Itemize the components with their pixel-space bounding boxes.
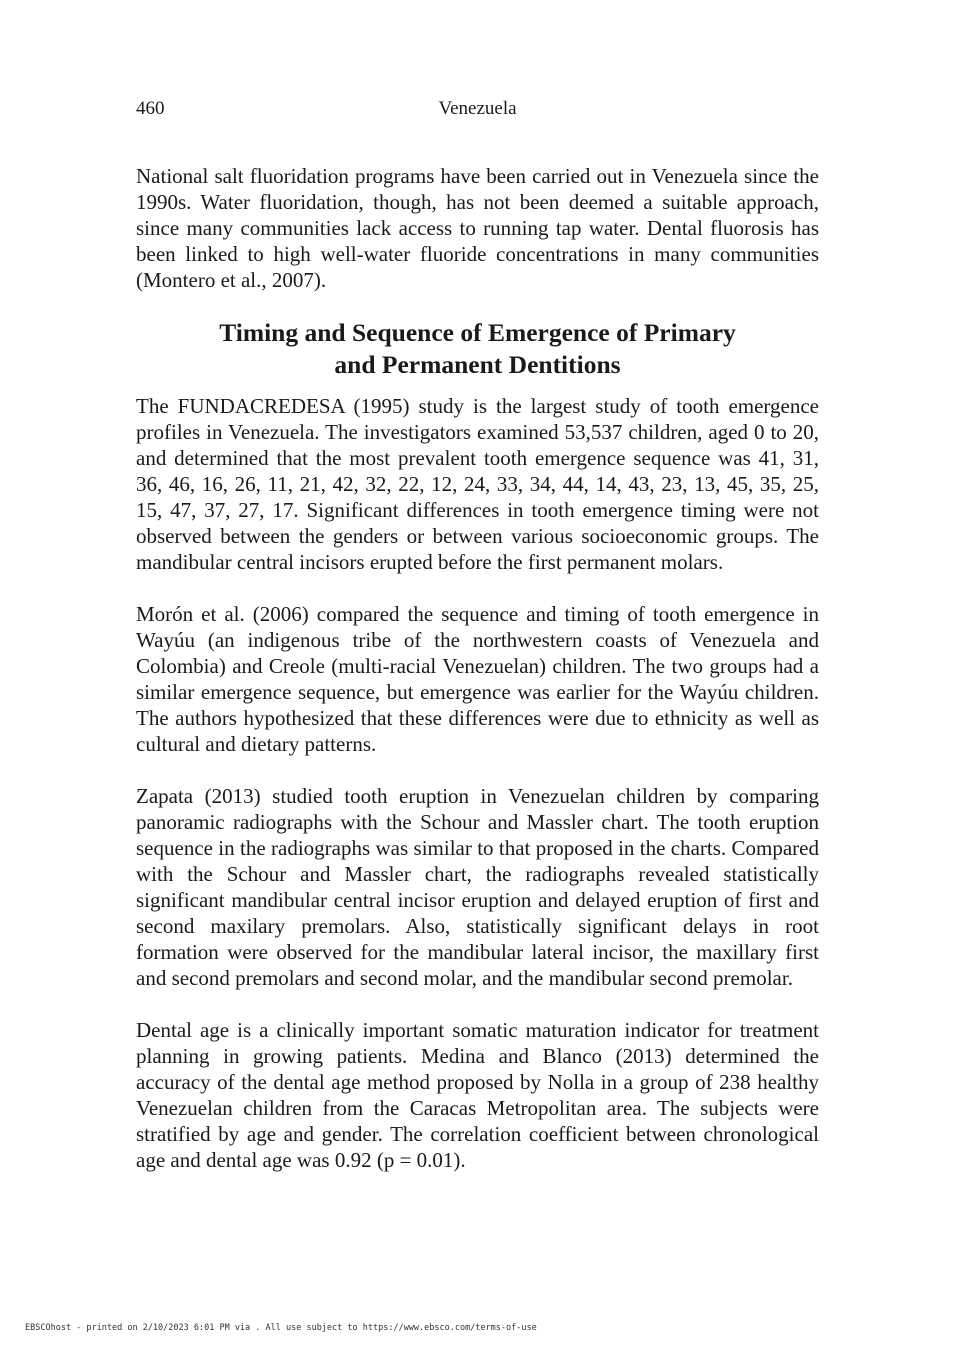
paragraph-spacer [136,991,819,1017]
page-body [136,163,819,1173]
paragraph-dental-age: Dental age is a clinically important somatic maturation indicator for treatment planning in growing patients. Medina and Blanco (2013) determined the accuracy of the dental age method proposed by Nolla in a group of 238 healthy Venezuelan children from the Caracas Metropolitan area. The subjects were stratified by age and gender. The correlation coefficient between chronological age and dental age was 0.92 (p = 0.01). [136,1018,819,1172]
section-heading [136,317,819,381]
paragraph-moron-study: Morón et al. (2006) compared the sequence and timing of tooth emergence in Wayúu (an indigenous tribe of the northwestern coasts of Venezuela and Colombia) and Creole (multi-racial Venezuelan) children. The two groups had a similar emergence sequence, but emergence was earlier for the Wayúu children. The authors hypothesized that these differences were due to ethnicity as well as cultural and dietary patterns. [136,602,819,756]
page-number: 460 [136,98,165,119]
running-title: Venezuela [438,98,517,119]
section-heading-line-2: and Permanent Dentitions [334,350,621,379]
running-header [136,96,819,122]
paragraph-spacer [136,575,819,601]
paragraph-fundacredesa-study: The FUNDACREDESA (1995) study is the largest study of tooth emergence profiles in Venezuela. The investigators examined 53,537 children, aged 0 to 20, and determined that the most prevalent tooth emergence sequence was 41, 31, 36, 46, 16, 26, 11, 21, 42, 32, 22, 12, 24, 33, 34, 44, 14, 43, 23, 13, 45, 35, 25, 15, 47, 37, 27, 17. Significant differences in tooth emergence timing were not observed between the genders or between various socioeconomic groups. The mandibular central incisors erupted before the first permanent molars. [136,394,819,574]
ebsco-footer-note: EBSCOhost - printed on 2/10/2023 6:01 PM via . All use subject to https://www.ebsco.com/terms-of-use [25,1323,537,1333]
paragraph-zapata-study: Zapata (2013) studied tooth eruption in Venezuelan children by comparing panoramic radiographs with the Schour and Massler chart. The tooth eruption sequence in the radiographs was similar to that proposed in the charts. Compared with the Schour and Massler chart, the radiographs revealed statistically significant mandibular central incisor eruption and delayed eruption of first and second maxilary premolars. Also, statistically significant delays in root formation were observed for the mandibular lateral incisor, the maxillary first and second premolars and second molar, and the mandibular second premolar. [136,784,819,990]
paragraph-spacer [136,757,819,783]
section-heading-line-1: Timing and Sequence of Emergence of Primary [219,318,736,347]
paragraph-salt-fluoridation: National salt fluoridation programs have been carried out in Venezuela since the 1990s. Water fluoridation, though, has not been deemed a suitable approach, since many communities lack access to running tap water. Dental fluorosis has been linked to high well-water fluoride concentrations in many communities (Montero et al., 2007). [136,164,819,292]
